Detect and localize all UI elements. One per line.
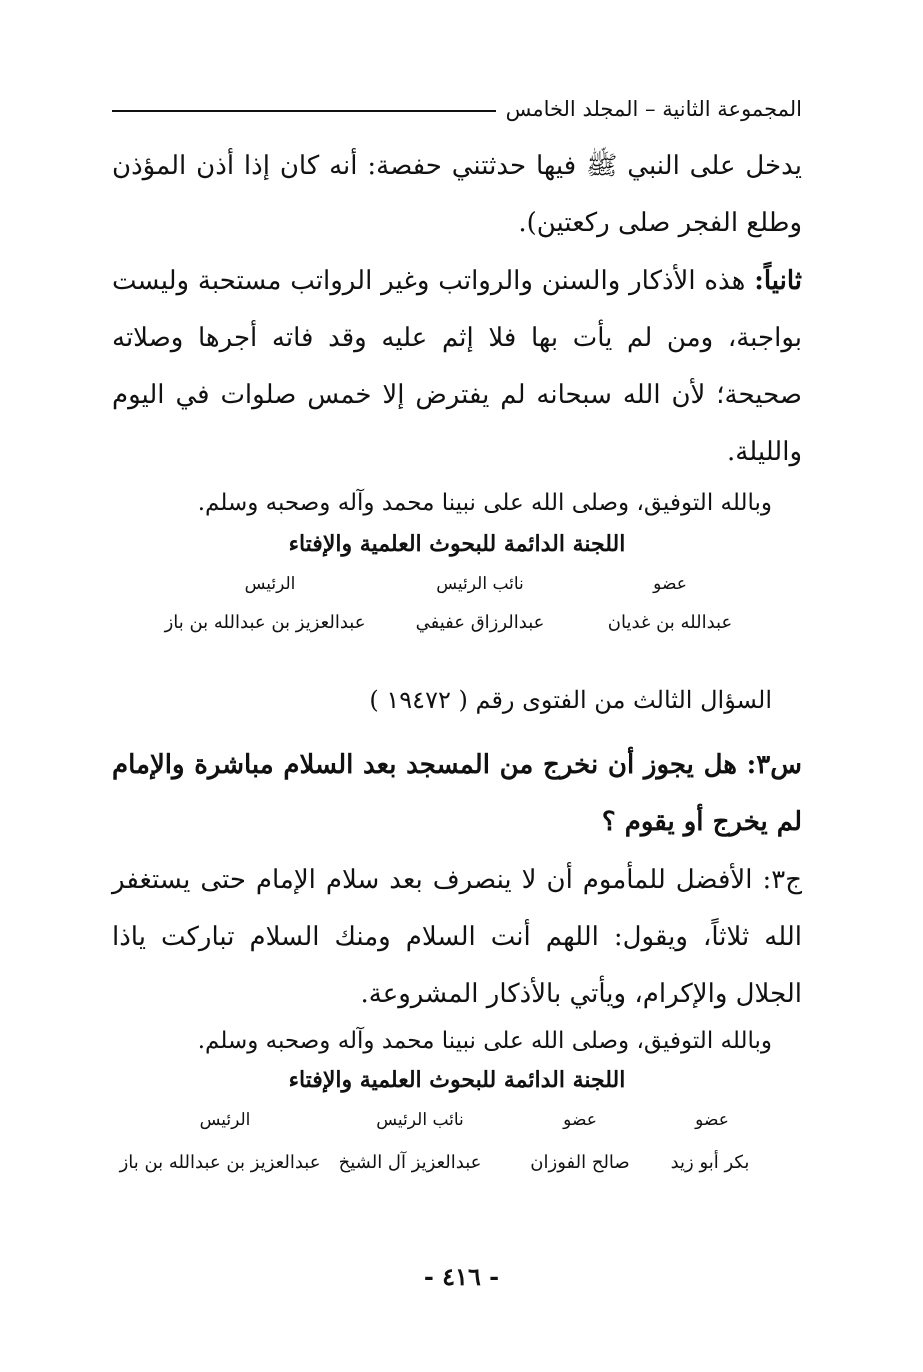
signatory-role: عضو: [695, 1110, 729, 1130]
paragraph-text: هذه الأذكار والسنن والرواتب وغير الرواتب مستحبة وليست بواجبة، ومن لم يأت بها فلا إثم عليه وقد فاته أجرها وصلاته صحيحة؛ لأن الله سبحانه لم يفترض إلا خمس صلوات في اليوم والليلة.: [112, 266, 802, 467]
signatory-name: عبدالعزيز آل الشيخ: [338, 1152, 482, 1173]
signatory-name: عبدالله بن غديان: [607, 612, 733, 633]
header-rule: [112, 110, 496, 112]
answer-paragraph: ج٣: الأفضل للمأموم أن لا ينصرف بعد سلام الإمام حتى يستغفر الله ثلاثاً، ويقول: اللهم أنت السلام ومنك السلام تباركت ياذا الجلال والإكرام، ويأتي بالأذكار المشروعة.: [112, 865, 802, 1009]
closing-line-1: وبالله التوفيق، وصلى الله على نبينا محمد وآله وصحبه وسلم.: [197, 490, 772, 516]
paragraph-lead: ثانياً:: [754, 266, 802, 296]
signatory-role: الرئيس: [199, 1110, 251, 1130]
paragraph-hadith-end: يدخل على النبي ﷺ فيها حدثتني حفصة: أنه كان إذا أذن المؤذن وطلع الفجر صلى ركعتين).: [112, 151, 802, 238]
page-number: - ٤١٦ -: [423, 1262, 500, 1291]
signatory-role: عضو: [563, 1110, 597, 1130]
paragraph-secondly: [112, 253, 802, 481]
running-header: [112, 92, 802, 126]
committee-title-1: اللجنة الدائمة للبحوث العلمية والإفتاء: [288, 531, 626, 557]
signatory-name: بكر أبو زيد: [670, 1152, 750, 1173]
signatory-role: نائب الرئيس: [436, 574, 524, 594]
signatory-role: الرئيس: [244, 574, 296, 594]
signatory-role: نائب الرئيس: [376, 1110, 464, 1130]
signatory-role: عضو: [653, 574, 687, 594]
signatory-name: عبدالعزيز بن عبدالله بن باز: [164, 612, 366, 633]
committee-title-2: اللجنة الدائمة للبحوث العلمية والإفتاء: [288, 1067, 626, 1093]
header-title: المجموعة الثانية – المجلد الخامس: [505, 97, 802, 121]
signatory-name: عبدالرزاق عفيفي: [415, 612, 545, 633]
signatory-name: صالح الفوزان: [530, 1152, 630, 1173]
fatwa-reference: السؤال الثالث من الفتوى رقم ( ١٩٤٧٢ ): [369, 686, 772, 714]
signatory-name: عبدالعزيز بن عبدالله بن باز: [119, 1152, 321, 1173]
question-paragraph: س٣: هل يجوز أن نخرج من المسجد بعد السلام مباشرة والإمام لم يخرج أو يقوم ؟: [112, 750, 802, 837]
closing-line-2: وبالله التوفيق، وصلى الله على نبينا محمد وآله وصحبه وسلم.: [197, 1028, 772, 1054]
